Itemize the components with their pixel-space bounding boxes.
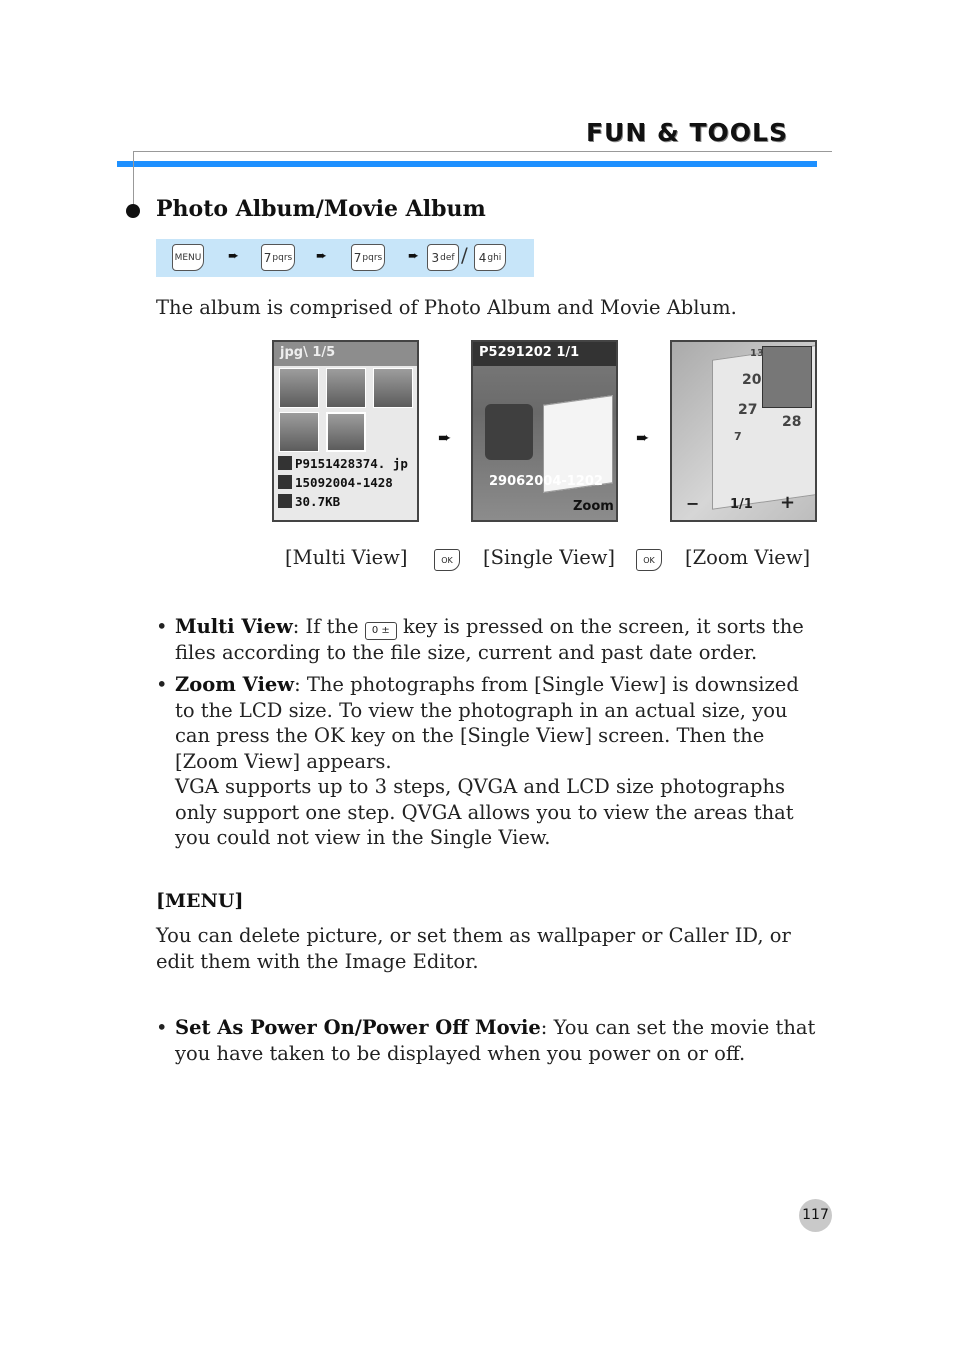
calendar-number: 20: [742, 372, 762, 388]
section-title: Photo Album/Movie Album: [156, 196, 486, 222]
key-letters: pqrs: [362, 252, 383, 263]
photo-thumbnail: [279, 368, 319, 408]
weight-icon: [278, 494, 292, 508]
calendar-number: 28: [782, 414, 802, 430]
file-size: 30.7KB: [295, 494, 341, 509]
bullet-term: Set As Power On/Power Off Movie: [175, 1016, 541, 1039]
calendar-number: 27: [738, 402, 758, 418]
key-digit: 3: [431, 250, 440, 265]
page-header-title: FUN & TOOLS: [585, 118, 788, 147]
key-separator: /: [461, 243, 468, 267]
caption-single-view: [Single View]: [483, 546, 616, 569]
bullet-multi-view: [156, 614, 816, 666]
key-0-icon: 0 ±: [365, 622, 397, 640]
key-sequence-bar: [156, 239, 534, 277]
bullet-text: key is pressed on the screen, it sorts the files according to the file size, current and past date order.: [175, 615, 804, 664]
header-rule-blue: [117, 161, 817, 167]
photo-timestamp: 29062004-1202: [489, 474, 603, 489]
zoom-page-indicator: 1/1: [730, 497, 753, 512]
key-digit: 4: [478, 250, 487, 265]
bullet-text: : If the: [292, 615, 365, 638]
single-view-topbar: P5291202 1/1: [473, 342, 616, 366]
header-rule-thin: [134, 151, 832, 152]
zoom-view-screenshot: [670, 340, 817, 522]
intro-text: The album is comprised of Photo Album and Movie Ablum.: [156, 296, 737, 319]
file-name: P9151428374. jp: [295, 456, 408, 471]
key-7-icon: [351, 244, 385, 271]
photo-thumbnail-selected: [326, 412, 366, 452]
bullet-mark: •: [156, 1016, 168, 1039]
zoom-out-icon: −: [686, 494, 700, 513]
key-7-icon: [261, 244, 295, 271]
plant-photo-shape: [485, 404, 533, 460]
section-bullet-icon: [126, 204, 140, 218]
key-digit: 7: [353, 250, 362, 265]
ok-key-icon: [434, 549, 460, 571]
photo-thumbnail: [373, 368, 413, 408]
bullet-text: : You can set the movie that you have taken to be displayed when you power on or off.: [175, 1016, 816, 1065]
bullet-zoom-view: [156, 672, 816, 851]
photo-thumbnail: [279, 412, 319, 452]
arrow-icon: ➨: [408, 249, 419, 264]
page-number: 117: [799, 1199, 832, 1232]
ok-key-label: OK: [441, 555, 453, 565]
caption-zoom-view: [Zoom View]: [685, 546, 811, 569]
zoom-minimap: [762, 346, 812, 408]
file-date-row: [278, 475, 393, 490]
menu-key-icon: [172, 244, 204, 271]
multi-view-topbar: jpg\ 1/5: [274, 342, 417, 366]
key-digit: 7: [263, 250, 272, 265]
bullet-mark: •: [156, 673, 168, 696]
file-name-row: [278, 456, 408, 471]
flow-arrow-icon: ➨: [438, 428, 452, 447]
single-view-screenshot: [471, 340, 618, 522]
ok-key-label: OK: [643, 555, 655, 565]
calendar-icon: [278, 475, 292, 489]
file-icon: [278, 456, 292, 470]
bullet-power-movie: [156, 1015, 816, 1066]
key-3-icon: [427, 244, 459, 271]
bullet-mark: •: [156, 615, 168, 638]
key-letters: def: [440, 252, 455, 263]
calendar-number: 13: [750, 348, 764, 359]
key-letters: ghi: [487, 252, 502, 263]
arrow-icon: ➨: [228, 249, 239, 264]
bullet-text-continued: VGA supports up to 3 steps, QVGA and LCD size photographs only support one step. QVGA allows you to view the areas that you could not view in the Single View.: [175, 775, 794, 849]
header-rule-vertical: [133, 151, 134, 209]
bullet-term: Multi View: [175, 615, 293, 638]
file-size-row: [278, 494, 340, 509]
ok-key-icon: [636, 549, 662, 571]
zoom-softkey-label: Zoom: [573, 499, 614, 514]
file-date: 15092004-1428: [295, 475, 393, 490]
bullet-text: : The photographs from [Single View] is downsized to the LCD size. To view the photograph in an actual size, you can press the OK key on the [Single View] screen. Then the [Zoom View] appears.: [175, 673, 799, 773]
caption-multi-view: [Multi View]: [285, 546, 408, 569]
flow-arrow-icon: ➨: [636, 428, 650, 447]
calendar-number: 7: [734, 430, 742, 443]
menu-key-label: MENU: [174, 252, 202, 263]
bullet-term: Zoom View: [175, 673, 295, 696]
photo-thumbnail: [326, 368, 366, 408]
multi-view-screenshot: [272, 340, 419, 522]
zoom-in-icon: +: [780, 492, 796, 513]
key-letters: pqrs: [272, 252, 293, 263]
menu-description: You can delete picture, or set them as wallpaper or Caller ID, or edit them with the Image Editor.: [156, 924, 791, 973]
arrow-icon: ➨: [316, 249, 327, 264]
key-4-icon: [474, 244, 506, 271]
menu-heading: [MENU]: [156, 890, 244, 912]
